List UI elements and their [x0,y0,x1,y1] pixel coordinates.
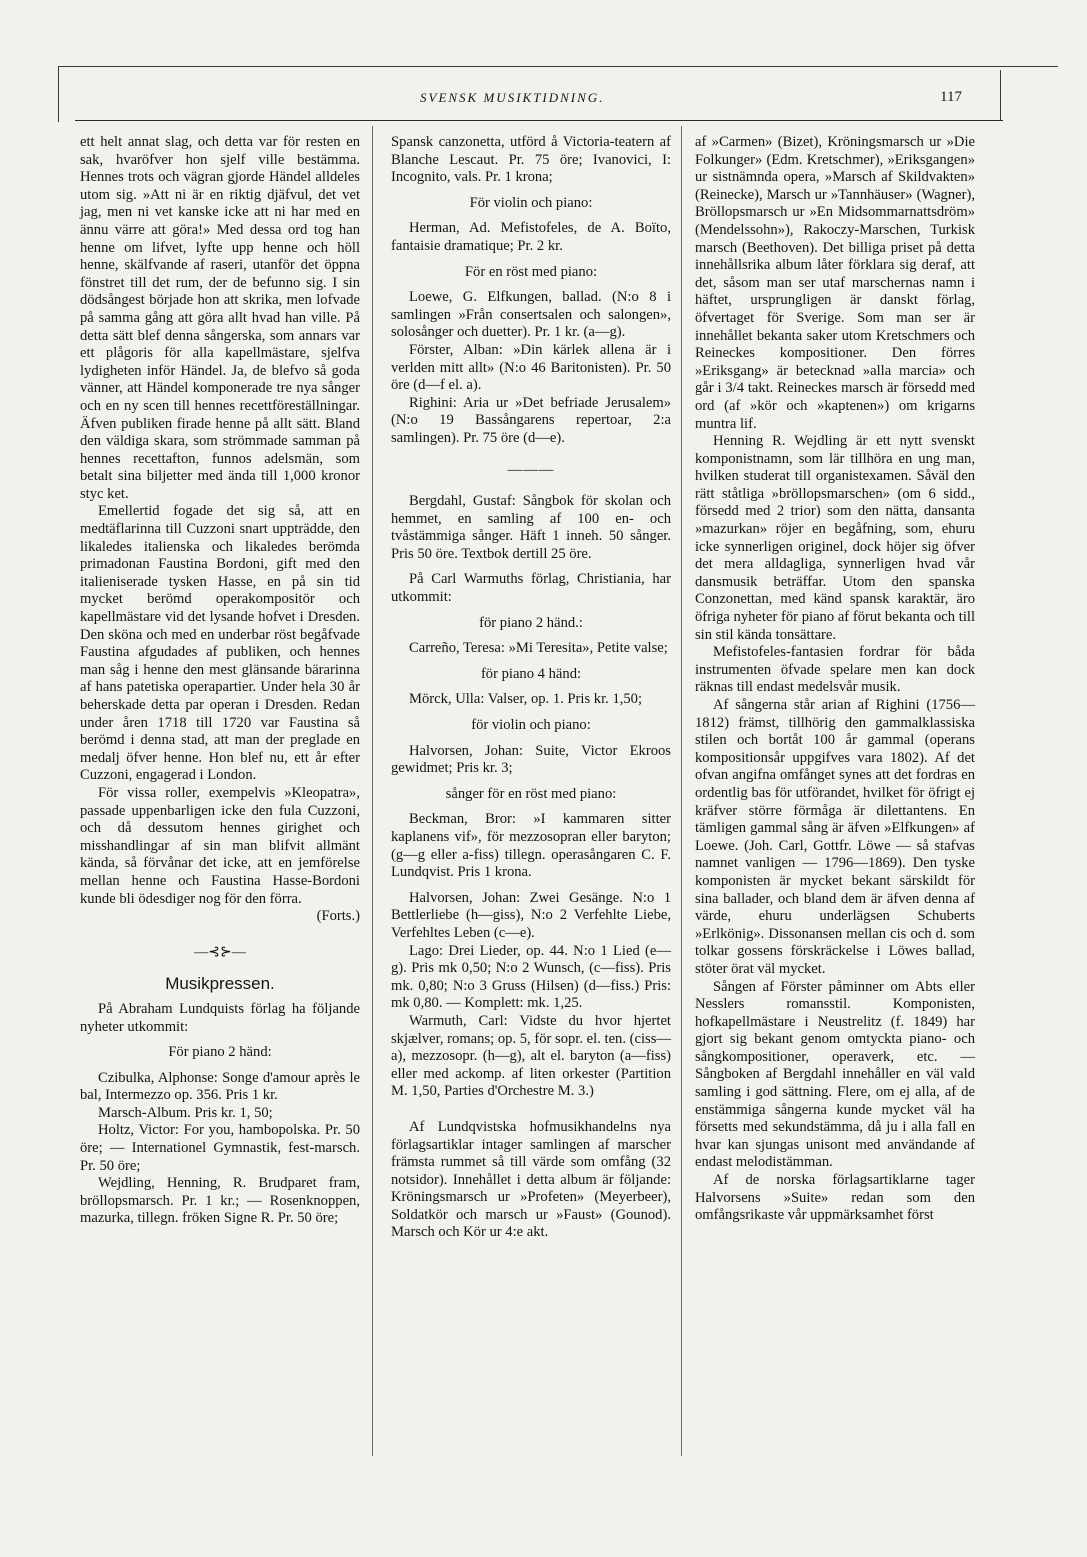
listing: Lago: Drei Lieder, op. 44. N:o 1 Lied (e—g). Pris mk 0,50; N:o 2 Wunsch, (c—fiss). Pris mk. 0,80; N:o 3 Gruss (Hilsen) (d—fiss.) Pris: mk 0,80. — Komplett: mk. 1,25. [391,942,671,1012]
continued-note: (Forts.) [316,908,360,925]
column-divider-2 [681,126,682,1456]
subheading: för piano 2 händ.: [479,614,583,631]
listing: Righini: Aria ur »Det befriade Jerusalem» (N:o 19 Bassångarens repertoar, 2:a samlingen). Pr. 75 öre (d—e). [391,394,671,446]
listing: Spansk canzonetta, utförd å Victoria-teatern af Blanche Lescaut. Pr. 75 öre; Ivanovici, I: Incognito, vals. Pr. 1 krona; [391,134,671,186]
frame-left-rule [58,66,59,122]
paragraph: På Carl Warmuths förlag, Christiania, har utkommit: [391,571,671,606]
frame-right-rule [1000,70,1001,120]
running-title: SVENSK MUSIKTIDNING. [420,90,605,105]
paragraph: Henning R. Wejdling är ett nytt svenskt komponistnamn, som lär tillhöra en ung man, hvilken studerat till organistexamen. Såväl den rätt ståtliga »bröllopsmarschen» (om 6 sidd., försedd med 2 trior) som den nätta, dansanta »mazurkan» röjer en begåfning, som, ehuru icke synnerligen originel, dock höjer sig öfver det mera alldagliga, synnerligen hvad vår dansmusik beträffar. Utom den spanska Conzonettan, med känd spansk karaktär, äro öfriga nyheter för piano af förut bekanta och till sin stil kända tonsättare. [695,433,975,643]
listing: Marsch-Album. Pris kr. 1, 50; [98,1104,273,1121]
listing: Loewe, G. Elfkungen, ballad. (N:o 8 i samlingen »Från consertsalen och salongen», solosånger och duetter). Pr. 1 kr. (a—g). [391,289,671,341]
listing: Holtz, Victor: For you, hambopolska. Pr. 50 öre; — Internationel Gymnastik, fest-marsch. Pr. 50 öre; [80,1122,360,1174]
listing: Halvorsen, Johan: Zwei Gesänge. N:o 1 Bettlerliebe (h—giss), N:o 2 Verfehlte Liebe, Verfehltes Leben (c—e). [391,889,671,941]
subheading: för piano 4 händ: [480,665,582,682]
section-dash: ——— [507,461,555,478]
page-number: 117 [940,89,962,105]
column-divider-1 [372,126,373,1456]
paragraph: Af Lundqvistska hofmusikhandelns nya förlagsartiklar intager samlingen af marscher främsta rummet så till värde som omfång (32 notsidor). Innehållet i detta album är följande: Kröningsmarsch ur »Profeten» (Meyerbeer), Soldatkör och marsch ur »Faust» (Gounod). Marsch och Kör ur 4:e akt. [391,1118,671,1241]
paragraph: På Abraham Lundquists förlag ha följande nyheter utkommit: [80,1000,360,1035]
paragraph: ett helt annat slag, och detta var för resten en sak, hvaröfver hon sjelf ville bestämma. Hennes trots och vägran gjorde Händel alldeles utom sig. »Att ni är en riktig djäfvul, det vet jag, men ni vet kanske icke att ni har med en ännu värre att göra!» Med dessa ord tog han henne om lifvet, lyfte upp henne och höll henne, skälfvande af raseri, utanför det öppna fönstret till det rum, der de befunno sig. I sin dödsångest började hon att skrika, men lofvade på samma gång att göra allt hvad han ville. På detta sätt blef denna sångerska, som annars var ett plågoris för alla kapellmästare, sjelfva lydigheten inför Händel. Ja, de blefvo så goda vänner, att Händel komponerade tre nya sånger och en ny scen till hennes recettföreställningar. Äfven publiken firade henne på allt sätt. Bland den väldiga skara, som strömmade samman på hennes recettafton, funnos adelsmän, som betalt sina biljetter med ända till 1,000 kronor styc ket. [80,134,360,502]
subheading: för violin och piano: [471,717,591,734]
subheading: För violin och piano: [469,194,593,211]
section-heading: Musikpressen. [165,974,275,994]
listing: Förster, Alban: »Din kärlek allena är i verlden mitt allt» (N:o 46 Baritonisten). Pr. 50 öre (d—f el. a). [391,341,671,394]
paragraph: Mefistofeles-fantasien fordrar för båda instrumenten öfvade spelare men kan dock räknas till endast medelsvår musik. [695,644,975,696]
frame-top-rule [58,66,1058,67]
listing: Bergdahl, Gustaf: Sångbok för skolan och hemmet, en samling af 100 en- och tvåstämmiga sånger. Häft 1 inneh. 50 sånger. Pris 50 öre. Textbok dertill 25 öre. [391,493,671,562]
listing: Czibulka, Alphonse: Songe d'amour après le bal, Intermezzo op. 356. Pris 1 kr. [80,1069,360,1104]
section-ornament: —⊰⊱— [194,944,246,960]
paragraph: af »Carmen» (Bizet), Kröningsmarsch ur »Die Folkunger» (Edm. Kretschmer), »Eriksgangen» ur sistnämnda opera, »Marsch af Skildvakten» (Reinecke), Marsch ur »Tannhäuser» (Wagner), Bröllopsmarsch ur »En Midsommarnattsdröm» (Mendelssohn»), Rakoczy-Marschen, Turkisk marsch (Beethoven). Det billiga priset på detta innehållsrika album låter förklara sig deraf, att det, såsom man ser utaf marschernas namn i häftet, ursprungligen är danskt förlag, öfvertaget för Sverige. Som man ser är innehållet bekanta saker utom Kretschmers och Reineckes kompositioner. Den förres »Eriksgang» är betecknad »alla marcia» och går i 3/4 takt. Reineckes marsch är försedd med ord (af »kör och »kaptenen») om krigarns muntra lif. [695,134,975,432]
paragraph: För vissa roller, exempelvis »Kleopatra», passade uppenbarligen icke den fula Cuzzoni, och då dessutom hennes girighet och misshandlingar af sin man blifvit allmänt kända, så förvånar det icke, att en jemförelse mellan henne och Faustina Hasse-Bordoni kunde bli ödesdiger nog för den förra. [80,784,360,907]
listing: Herman, Ad. Mefistofeles, de A. Boïto, fantaisie dramatique; Pr. 2 kr. [391,220,671,254]
paragraph: Emellertid fogade det sig så, att en medtäflarinna till Cuzzoni snart uppträdde, den likaledes italienska och likaledes berömda primadonan Faustina Bordoni, gift med den italieniserade tysken Hasse, en på sin tid mycket berömd operakompositör och kapellmästare vid det lysande hofvet i Dresden. Den sköna och med en underbar röst begåfvade Faustina afgudades af publiken, och hennes man såg i henne den mest glänsande bärarinna af hans patetiska operapartier. Under hela 30 år beherskade detta par operan i Dresden. Redan under åren 1718 till 1720 var Faustina så berömd i denna stad, att man der preglade en medalj öfver henne. Hon blef nu, ett år efter Cuzzoni, engagerad i London. [80,503,360,784]
paragraph: Af de norska förlagsartiklarne tager Halvorsens »Suite» redan som den omfångsrikaste vår uppmärksamhet först [695,1172,975,1224]
subheading: För en röst med piano: [464,263,598,280]
listing: Carreño, Teresa: »Mi Teresita», Petite valse; [409,640,668,657]
listing: Beckman, Bror: »I kammaren sitter kaplanens vif», för mezzosopran eller baryton; (g—g eller a-fiss) tillegn. operasångaren C. F. Lundqvist. Pris 1 krona. [391,811,671,881]
listing: Mörck, Ulla: Valser, op. 1. Pris kr. 1,50; [409,691,643,708]
subheading: sånger för en röst med piano: [445,785,617,802]
subheading: För piano 2 händ: [168,1044,272,1061]
listing: Halvorsen, Johan: Suite, Victor Ekroos gewidmet; Pris kr. 3; [391,742,671,777]
header-rule [75,120,1003,121]
column-1 [80,134,360,1228]
listing: Wejdling, Henning, R. Brudparet fram, bröllopsmarsch. Pr. 1 kr.; — Rosenknoppen, mazurka, tillegn. fröken Signe R. Pr. 50 öre; [80,1175,360,1227]
column-2 [391,134,671,1242]
column-3 [695,134,975,1225]
paragraph: Sången af Förster påminner om Abts eller Nesslers romansstil. Komponisten, hofkapellmästare i Neustrelitz (f. 1849) har gjort sig bekant genom omtyckta piano- och sångkompositioner, operaverk, etc. — Sångboken af Bergdahl innehåller en väl vald samling i god sättning. Flere, om ej alla, af de enstämmiga sångerna kunde mycket väl ha försetts med sekundstämma, då ju i alla fall en hvar kan sjungas unisont med användande af endast melodistämman. [695,978,975,1171]
listing: Warmuth, Carl: Vidste du hvor hjertet skjælver, romans; op. 5, för sopr. el. ten. (ciss—a), mezzosopr. (h—g), alt el. baryton (a—fiss) eller med ackomp. af liten orkester (Partition M. 1,50, Parties d'Orchestre M. 3.) [391,1012,671,1100]
paragraph: Af sångerna står arian af Righini (1756—1812) främst, tillhörig den gammalklassiska stilen och bortåt 100 år gammal (operans kompositionsår uppgifves vara 1802). Af det ofvan angifna omfånget synes att det fordras en ordentlig bas för utförandet, hvilket för öfrigt ej kräfver större förmåga är dilettantens. En tämligen gammal sång är äfven »Elfkungen» af Loewe. (Joh. Carl, Gottfr. Löwe — så stafvas namnet vanligen — 1796—1869). Den tyske komponisten är mycket bekant särskildt för sina ballader, och bland dem är äfven denna af värde, ehuru underlägsen Schuberts »Erlkönig». Dissonansen mellan cis och d. som tolkar gossens förskräckelse i Löwes ballad, stöter örat väl mycket. [695,697,975,977]
